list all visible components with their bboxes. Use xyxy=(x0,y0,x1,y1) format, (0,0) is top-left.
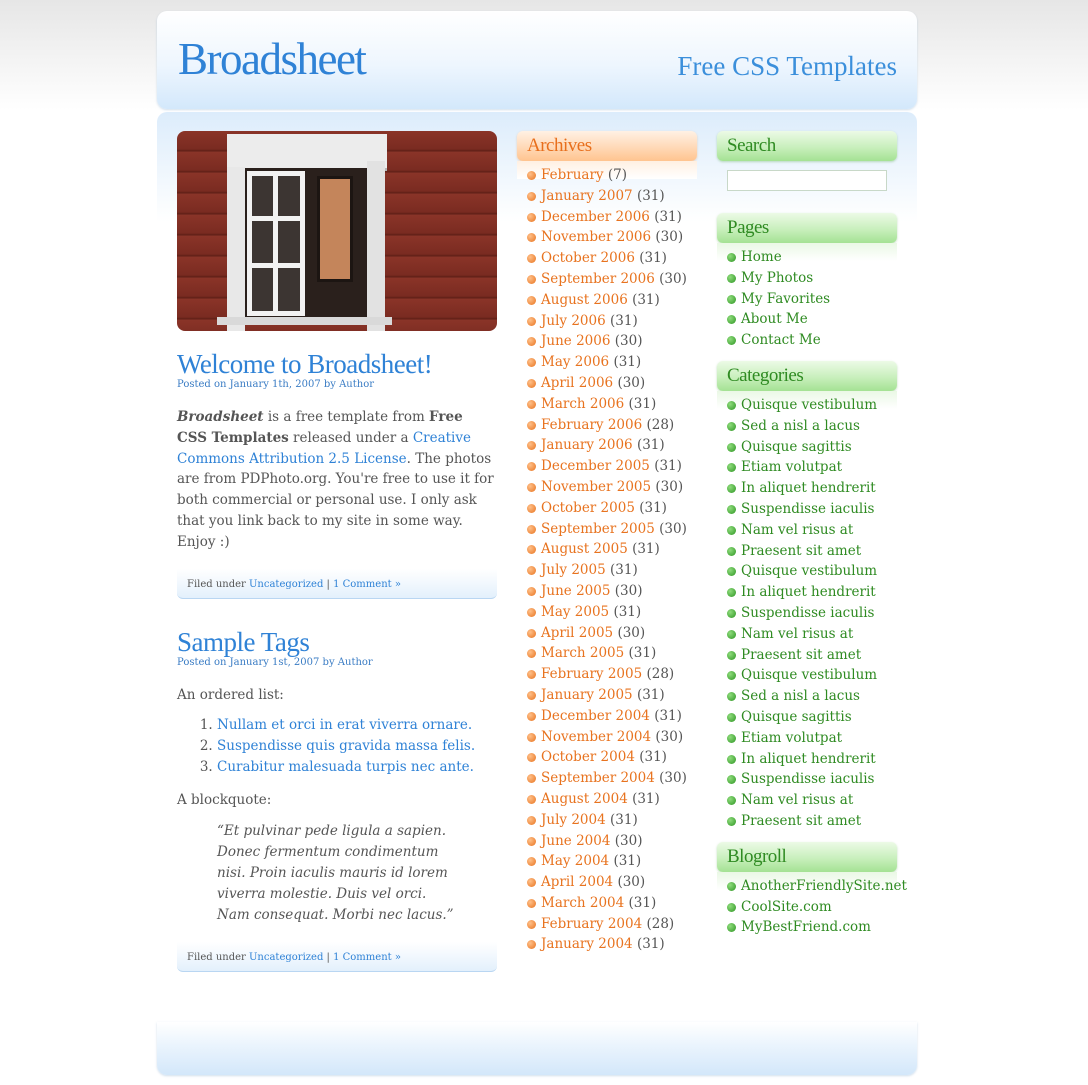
post-count: (31) xyxy=(636,936,665,953)
archive-item-link[interactable]: May 2004 xyxy=(541,853,610,870)
archive-item-link[interactable]: July 2006 xyxy=(541,312,606,329)
license-link[interactable]: Creative Commons Attribution 2.5 License xyxy=(177,429,471,467)
post-count: (30) xyxy=(659,270,687,287)
archive-item[interactable] xyxy=(527,539,697,560)
category-item-link[interactable]: Quisque sagittis xyxy=(741,438,852,455)
post-count: (31) xyxy=(610,562,638,579)
category-item[interactable] xyxy=(727,478,897,499)
blogroll-block xyxy=(717,842,907,938)
round-bullet-icon xyxy=(727,630,736,639)
round-bullet-icon xyxy=(527,629,536,638)
round-bullet-icon xyxy=(727,755,736,764)
archive-item-link[interactable]: March 2006 xyxy=(541,395,625,412)
post-body xyxy=(177,407,497,553)
archive-item[interactable] xyxy=(527,560,697,581)
site-footer xyxy=(157,1022,917,1075)
category-item[interactable] xyxy=(727,645,897,666)
category-item[interactable] xyxy=(727,811,897,832)
category-item-link[interactable]: Suspendisse iaculis xyxy=(741,771,875,788)
category-link[interactable]: Uncategorized xyxy=(249,578,324,590)
post-count: (31) xyxy=(636,187,665,204)
round-bullet-icon xyxy=(527,525,536,534)
round-bullet-icon xyxy=(527,400,536,409)
category-item-link[interactable]: In aliquet hendrerit xyxy=(741,480,876,497)
post-count: (31) xyxy=(613,354,642,371)
round-bullet-icon xyxy=(527,233,536,242)
post-count: (28) xyxy=(646,915,675,932)
list-item-text[interactable]: Nullam et orci in erat viverra ornare. xyxy=(217,717,473,734)
blogroll-item[interactable] xyxy=(727,897,897,918)
round-bullet-icon xyxy=(727,817,736,826)
archive-item-link[interactable]: December 2005 xyxy=(541,458,650,475)
round-bullet-icon xyxy=(527,296,536,305)
category-item[interactable] xyxy=(727,749,897,770)
archive-item[interactable] xyxy=(527,519,697,540)
archive-item[interactable] xyxy=(527,914,697,935)
category-item-link[interactable]: Quisque sagittis xyxy=(741,708,852,725)
round-bullet-icon xyxy=(527,712,536,721)
post xyxy=(177,627,497,973)
categories-block xyxy=(717,361,897,832)
list-item xyxy=(217,736,497,757)
archive-item[interactable] xyxy=(527,664,697,685)
archive-item-link[interactable]: January 2005 xyxy=(541,686,633,703)
archive-item-link[interactable]: July 2005 xyxy=(541,562,606,579)
archive-item[interactable] xyxy=(527,415,697,436)
post-count: (31) xyxy=(654,707,682,724)
separator: | xyxy=(323,952,334,964)
site-tagline: Free CSS Templates xyxy=(677,51,897,81)
round-bullet-icon xyxy=(727,588,736,597)
category-item[interactable] xyxy=(727,437,897,458)
archive-item[interactable] xyxy=(527,227,697,248)
round-bullet-icon xyxy=(727,526,736,535)
archive-item[interactable] xyxy=(527,851,697,872)
round-bullet-icon xyxy=(527,857,536,866)
category-item-link[interactable]: Quisque vestibulum xyxy=(741,396,878,413)
post-count: (28) xyxy=(646,416,675,433)
archive-item-link[interactable]: April 2004 xyxy=(541,874,614,891)
right-sidebar xyxy=(717,131,907,938)
archive-item[interactable] xyxy=(527,477,697,498)
archive-item[interactable] xyxy=(527,747,697,768)
archive-item[interactable] xyxy=(527,207,697,228)
pages-list xyxy=(717,247,897,351)
post-body xyxy=(177,685,497,927)
category-item[interactable] xyxy=(727,457,897,478)
round-bullet-icon xyxy=(527,483,536,492)
post-count: (30) xyxy=(617,874,646,891)
post-text-bold: Broadsheet xyxy=(177,409,264,425)
post-title[interactable]: Welcome to Broadsheet! xyxy=(177,349,433,379)
archive-item-link[interactable]: August 2005 xyxy=(541,541,628,558)
site-header xyxy=(157,11,917,109)
search-block xyxy=(717,131,897,191)
archive-item-link[interactable]: February 2006 xyxy=(541,416,643,433)
round-bullet-icon xyxy=(527,795,536,804)
category-item-link[interactable]: Quisque vestibulum xyxy=(741,563,878,580)
post-count: (31) xyxy=(632,291,660,308)
round-bullet-icon xyxy=(527,691,536,700)
archive-item-link[interactable]: November 2005 xyxy=(541,478,652,495)
post-count: (31) xyxy=(628,894,657,911)
round-bullet-icon xyxy=(727,274,736,283)
category-item-link[interactable]: Suspendisse iaculis xyxy=(741,500,875,517)
blogroll-item-link[interactable]: MyBestFriend.com xyxy=(741,919,871,936)
archive-item-link[interactable]: June 2005 xyxy=(541,582,611,599)
site-title[interactable]: Broadsheet xyxy=(178,34,366,84)
main-content xyxy=(177,131,497,972)
blogroll-item-link[interactable]: AnotherFriendlySite.net xyxy=(741,877,907,894)
page-item-link[interactable]: About Me xyxy=(741,311,808,328)
archive-item-link[interactable]: October 2006 xyxy=(541,250,635,267)
post-count: (31) xyxy=(654,458,682,475)
archive-item-link[interactable]: July 2004 xyxy=(541,811,606,828)
page-item[interactable] xyxy=(727,289,897,310)
round-bullet-icon xyxy=(727,401,736,410)
list-item-text[interactable]: Curabitur malesuada turpis nec ante. xyxy=(217,759,474,776)
archive-item-link[interactable]: June 2006 xyxy=(541,333,611,350)
post-meta: Posted on January 1th, 2007 by Author xyxy=(177,379,375,390)
category-item[interactable] xyxy=(727,561,897,582)
list-item xyxy=(217,715,497,736)
blockquote: “Et pulvinar pede ligula a sapien. Donec fermentum condimentum nisi. Proin iaculis mauris id lorem viverra molestie. Duis vel orci. Nam consequat. Morbi nec lacus.” xyxy=(217,823,454,924)
category-item[interactable] xyxy=(727,499,897,520)
archive-item[interactable] xyxy=(527,165,697,186)
category-item-link[interactable]: Sed a nisl a lacus xyxy=(741,688,860,705)
category-item-link[interactable]: Praesent sit amet xyxy=(741,646,862,663)
round-bullet-icon xyxy=(727,463,736,472)
round-bullet-icon xyxy=(727,651,736,660)
category-item-link[interactable]: In aliquet hendrerit xyxy=(741,584,876,601)
archives-list xyxy=(517,165,697,955)
round-bullet-icon xyxy=(527,545,536,554)
round-bullet-icon xyxy=(727,443,736,452)
archive-item[interactable] xyxy=(527,311,697,332)
round-bullet-icon xyxy=(727,253,736,262)
archive-item[interactable] xyxy=(527,581,697,602)
post-count: (31) xyxy=(636,686,665,703)
round-bullet-icon xyxy=(527,774,536,783)
post-count: (30) xyxy=(655,478,684,495)
round-bullet-icon xyxy=(527,733,536,742)
post-count: (7) xyxy=(607,167,627,183)
separator: | xyxy=(323,578,334,590)
round-bullet-icon xyxy=(727,422,736,431)
round-bullet-icon xyxy=(527,441,536,450)
post-count: (30) xyxy=(617,624,646,641)
round-bullet-icon xyxy=(527,317,536,326)
archives-heading: Archives xyxy=(517,131,697,161)
page-item[interactable] xyxy=(727,247,897,268)
round-bullet-icon xyxy=(727,505,736,514)
round-bullet-icon xyxy=(527,462,536,471)
blogroll-heading: Blogroll xyxy=(717,842,897,872)
archive-item[interactable] xyxy=(527,623,697,644)
archive-item-link[interactable]: June 2004 xyxy=(541,832,611,849)
page-item-link[interactable]: My Favorites xyxy=(741,290,831,307)
post-count: (31) xyxy=(654,208,682,225)
category-item[interactable] xyxy=(727,686,897,707)
category-item[interactable] xyxy=(727,769,897,790)
archive-item[interactable] xyxy=(527,602,697,623)
archive-item[interactable] xyxy=(527,893,697,914)
round-bullet-icon xyxy=(527,753,536,762)
archive-item-link[interactable]: December 2004 xyxy=(541,707,650,724)
round-bullet-icon xyxy=(527,337,536,346)
post-text: . The photos are from PDPhoto.org. You're free to use it for both commercial or personal use. I only ask that you link back to my site in some way. Enjoy :) xyxy=(177,450,494,550)
archive-item[interactable] xyxy=(527,456,697,477)
post-count: (31) xyxy=(610,811,638,828)
page-item[interactable] xyxy=(727,330,897,351)
round-bullet-icon xyxy=(527,608,536,617)
post-footer xyxy=(177,942,497,972)
round-bullet-icon xyxy=(527,504,536,513)
ordered-list-label: An ordered list: xyxy=(177,686,284,703)
round-bullet-icon xyxy=(527,670,536,679)
post-count: (31) xyxy=(632,541,660,558)
post-count: (31) xyxy=(632,790,660,807)
archive-item-link[interactable]: May 2006 xyxy=(541,354,610,371)
category-link[interactable]: Uncategorized xyxy=(249,952,324,964)
category-item-link[interactable]: Praesent sit amet xyxy=(741,812,862,829)
archive-item-link[interactable]: February 2004 xyxy=(541,915,643,932)
archive-item-link[interactable]: August 2004 xyxy=(541,790,628,807)
round-bullet-icon xyxy=(527,940,536,949)
archive-item[interactable] xyxy=(527,934,697,955)
archive-item[interactable] xyxy=(527,643,697,664)
round-bullet-icon xyxy=(727,671,736,680)
round-bullet-icon xyxy=(527,421,536,430)
category-item-link[interactable]: Nam vel risus at xyxy=(741,792,854,809)
archive-item-link[interactable]: October 2005 xyxy=(541,499,635,516)
archive-item-link[interactable]: January 2004 xyxy=(541,936,633,953)
post-count: (30) xyxy=(617,374,646,391)
page-item-link[interactable]: Contact Me xyxy=(741,332,821,349)
round-bullet-icon xyxy=(727,775,736,784)
page-item[interactable] xyxy=(727,268,897,289)
round-bullet-icon xyxy=(527,649,536,658)
category-item[interactable] xyxy=(727,728,897,749)
archive-item[interactable] xyxy=(527,872,697,893)
category-item[interactable] xyxy=(727,624,897,645)
category-item-link[interactable]: Nam vel risus at xyxy=(741,625,854,642)
archive-item-link[interactable]: November 2006 xyxy=(541,229,652,246)
round-bullet-icon xyxy=(527,566,536,575)
post-count: (31) xyxy=(610,312,638,329)
post-count: (31) xyxy=(639,499,667,516)
post xyxy=(177,349,497,599)
archive-item[interactable] xyxy=(527,831,697,852)
category-item-link[interactable]: Praesent sit amet xyxy=(741,542,862,559)
blockquote-label: A blockquote: xyxy=(177,792,272,809)
list-item-text[interactable]: Suspendisse quis gravida massa felis. xyxy=(217,738,476,755)
archive-item-link[interactable]: September 2006 xyxy=(541,270,655,287)
post-count: (31) xyxy=(639,250,667,267)
filed-under-label: Filed under xyxy=(187,952,249,964)
post-count: (31) xyxy=(636,437,665,454)
archive-item-link[interactable]: November 2004 xyxy=(541,728,652,745)
category-item-link[interactable]: Etiam volutpat xyxy=(741,729,843,746)
archive-item[interactable] xyxy=(527,248,697,269)
post-count: (31) xyxy=(628,395,657,412)
category-item-link[interactable]: Nam vel risus at xyxy=(741,521,854,538)
archive-item[interactable] xyxy=(527,394,697,415)
round-bullet-icon xyxy=(727,295,736,304)
archive-item-link[interactable]: March 2005 xyxy=(541,645,625,662)
comments-link[interactable]: 1 Comment » xyxy=(333,578,401,590)
round-bullet-icon xyxy=(527,878,536,887)
round-bullet-icon xyxy=(727,315,736,324)
round-bullet-icon xyxy=(527,254,536,263)
ordered-list xyxy=(177,715,497,778)
blogroll-item[interactable] xyxy=(727,917,897,938)
hero-photo xyxy=(177,131,497,331)
filed-under-label: Filed under xyxy=(187,578,249,590)
list-item xyxy=(217,757,497,778)
round-bullet-icon xyxy=(527,816,536,825)
round-bullet-icon xyxy=(727,547,736,556)
archive-item[interactable] xyxy=(527,290,697,311)
archive-item-link[interactable]: April 2006 xyxy=(541,374,614,391)
archive-item-link[interactable]: October 2004 xyxy=(541,749,635,766)
category-item[interactable] xyxy=(727,582,897,603)
archive-item-link[interactable]: January 2007 xyxy=(541,187,633,204)
round-bullet-icon xyxy=(527,275,536,284)
archive-item-link[interactable]: February 2005 xyxy=(541,666,643,683)
post-count: (31) xyxy=(613,853,642,870)
round-bullet-icon xyxy=(727,796,736,805)
archive-item[interactable] xyxy=(527,373,697,394)
category-item-link[interactable]: Etiam volutpat xyxy=(741,459,843,476)
archive-item[interactable] xyxy=(527,789,697,810)
category-item-link[interactable]: Suspendisse iaculis xyxy=(741,604,875,621)
post-text-bold: Free CSS Templates xyxy=(177,409,463,446)
round-bullet-icon xyxy=(727,692,736,701)
round-bullet-icon xyxy=(727,903,736,912)
archive-item[interactable] xyxy=(527,186,697,207)
post-text: is a free template from xyxy=(263,409,430,425)
round-bullet-icon xyxy=(527,358,536,367)
comments-link[interactable]: 1 Comment » xyxy=(333,952,401,964)
category-item-link[interactable]: Quisque vestibulum xyxy=(741,667,878,684)
archive-item-link[interactable]: January 2006 xyxy=(541,437,633,454)
pages-heading: Pages xyxy=(717,213,897,243)
archive-item-link[interactable]: February xyxy=(541,167,604,183)
round-bullet-icon xyxy=(527,379,536,388)
post-footer xyxy=(177,569,497,599)
archive-item[interactable] xyxy=(527,352,697,373)
round-bullet-icon xyxy=(527,899,536,908)
page-item[interactable] xyxy=(727,309,897,330)
search-input[interactable] xyxy=(727,170,887,191)
archive-item-link[interactable]: April 2005 xyxy=(541,624,614,641)
post-title[interactable]: Sample Tags xyxy=(177,626,310,657)
round-bullet-icon xyxy=(727,609,736,618)
post-count: (31) xyxy=(628,645,657,662)
post-meta: Posted on January 1st, 2007 by Author xyxy=(177,656,373,668)
categories-list xyxy=(717,395,897,832)
round-bullet-icon xyxy=(727,734,736,743)
archives-sidebar xyxy=(517,131,697,955)
post-count: (30) xyxy=(655,229,684,246)
post-count: (30) xyxy=(659,520,687,537)
archive-item[interactable] xyxy=(527,706,697,727)
round-bullet-icon xyxy=(527,192,536,201)
page-item-link[interactable]: My Photos xyxy=(741,269,814,286)
archive-item[interactable] xyxy=(527,269,697,290)
post-count: (30) xyxy=(659,770,687,787)
category-item-link[interactable]: In aliquet hendrerit xyxy=(741,750,876,767)
category-item[interactable] xyxy=(727,790,897,811)
archive-item-link[interactable]: August 2006 xyxy=(541,291,628,308)
search-heading: Search xyxy=(717,131,897,161)
round-bullet-icon xyxy=(527,171,536,180)
archive-item[interactable] xyxy=(527,498,697,519)
archive-item-link[interactable]: September 2005 xyxy=(541,520,655,537)
round-bullet-icon xyxy=(527,587,536,596)
post-count: (30) xyxy=(614,832,643,849)
round-bullet-icon xyxy=(727,567,736,576)
archive-item-link[interactable]: December 2006 xyxy=(541,208,650,225)
category-item[interactable] xyxy=(727,520,897,541)
category-item[interactable] xyxy=(727,603,897,624)
post-count: (30) xyxy=(655,728,684,745)
category-item[interactable] xyxy=(727,707,897,728)
archive-item[interactable] xyxy=(527,768,697,789)
round-bullet-icon xyxy=(527,920,536,929)
post-count: (28) xyxy=(646,666,675,683)
archive-item[interactable] xyxy=(527,331,697,352)
category-item[interactable] xyxy=(727,395,897,416)
page-item-link[interactable]: Home xyxy=(741,249,782,265)
post-count: (30) xyxy=(614,582,643,599)
blogroll-item[interactable] xyxy=(727,876,907,897)
category-item[interactable] xyxy=(727,416,897,437)
post-count: (31) xyxy=(613,603,642,620)
round-bullet-icon xyxy=(727,923,736,932)
pages-block xyxy=(717,213,897,351)
round-bullet-icon xyxy=(727,713,736,722)
archive-item[interactable] xyxy=(527,685,697,706)
round-bullet-icon xyxy=(727,336,736,345)
round-bullet-icon xyxy=(527,213,536,222)
round-bullet-icon xyxy=(727,484,736,493)
round-bullet-icon xyxy=(527,837,536,846)
post-count: (31) xyxy=(639,749,667,766)
category-item-link[interactable]: Sed a nisl a lacus xyxy=(741,417,860,434)
archive-item-link[interactable]: March 2004 xyxy=(541,894,625,911)
post-text: released under a xyxy=(288,429,413,446)
archive-item-link[interactable]: September 2004 xyxy=(541,770,655,787)
archive-item[interactable] xyxy=(527,810,697,831)
blogroll-list xyxy=(717,876,907,938)
round-bullet-icon xyxy=(727,882,736,891)
categories-heading: Categories xyxy=(717,361,897,391)
blogroll-item-link[interactable]: CoolSite.com xyxy=(741,898,832,915)
archive-item[interactable] xyxy=(527,435,697,456)
post-count: (30) xyxy=(614,333,643,350)
archive-item[interactable] xyxy=(527,727,697,748)
category-item[interactable] xyxy=(727,541,897,562)
category-item[interactable] xyxy=(727,665,897,686)
archive-item-link[interactable]: May 2005 xyxy=(541,603,610,620)
